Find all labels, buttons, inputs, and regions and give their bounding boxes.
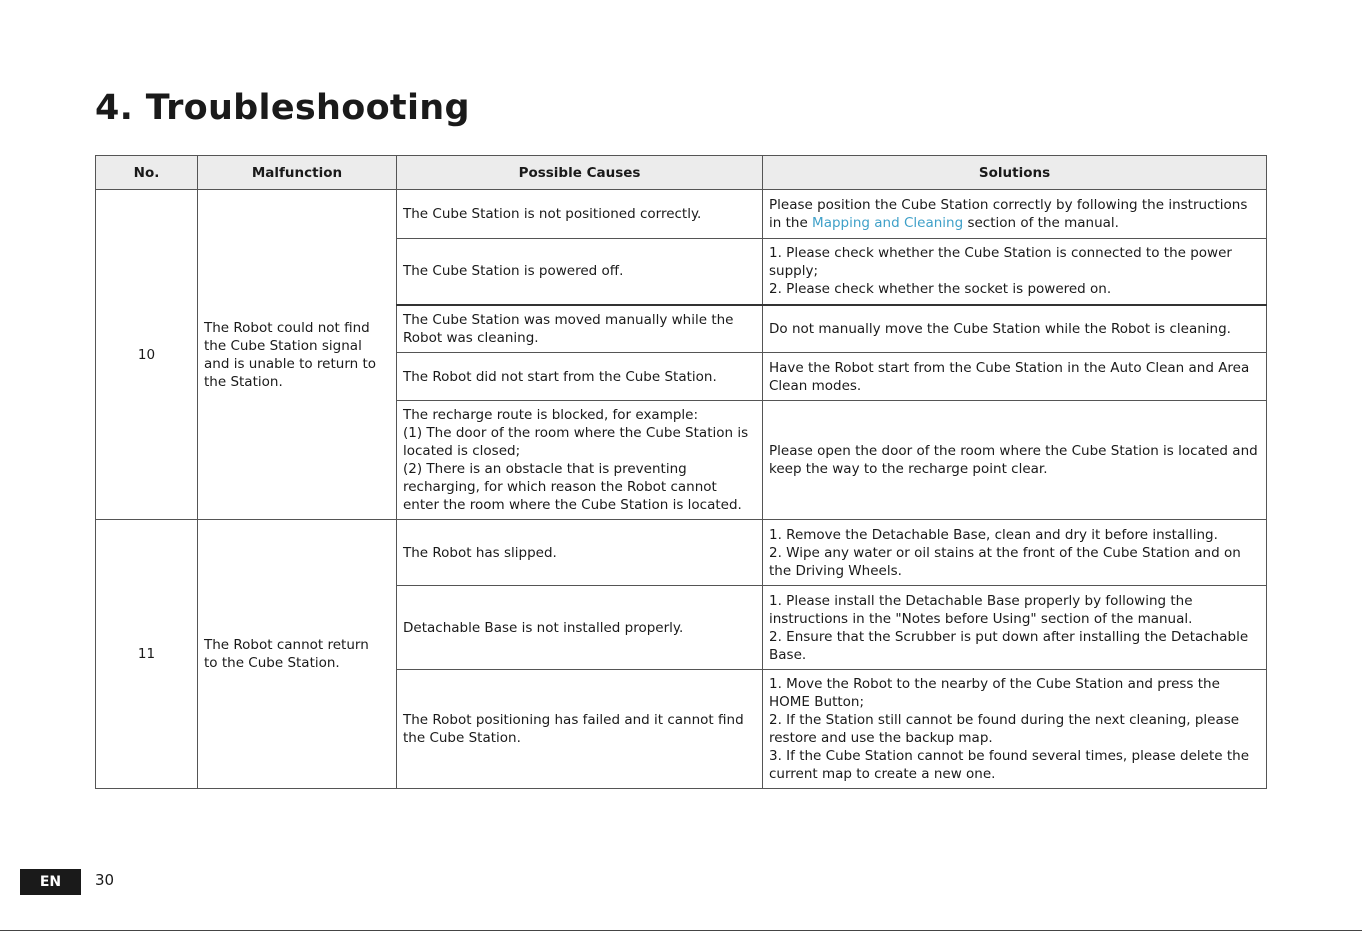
header-solutions: Solutions bbox=[763, 156, 1267, 190]
table-row bbox=[96, 520, 1267, 586]
solution-cell: Please open the door of the room where the Cube Station is located and keep the way to the recharge point clear. bbox=[763, 401, 1267, 520]
cause-cell: The Robot did not start from the Cube Station. bbox=[397, 353, 763, 401]
row-number: 11 bbox=[96, 520, 198, 789]
solution-cell: 1. Please check whether the Cube Station is connected to the power supply; 2. Please check whether the socket is powered on. bbox=[763, 239, 1267, 305]
cause-cell: The Cube Station is not positioned correctly. bbox=[397, 190, 763, 239]
solution-cell: Do not manually move the Cube Station while the Robot is cleaning. bbox=[763, 305, 1267, 353]
language-badge: EN bbox=[20, 869, 81, 895]
malfunction-line: The Robot cannot return bbox=[204, 637, 369, 653]
solution-cell: Please position the Cube Station correctly by following the instructions in the Mapping and Cleaning section of the manual. bbox=[763, 190, 1267, 239]
header-malfunction: Malfunction bbox=[198, 156, 397, 190]
malfunction-line: the Cube Station signal bbox=[204, 337, 362, 354]
cause-cell: The Cube Station was moved manually while the Robot was cleaning. bbox=[397, 305, 763, 353]
solution-cell: 1. Remove the Detachable Base, clean and dry it before installing. 2. Wipe any water or oil stains at the front of the Cube Station and on the Driving Wheels. bbox=[763, 520, 1267, 586]
header-no: No. bbox=[96, 156, 198, 190]
page-number: 30 bbox=[95, 871, 115, 889]
table-header-row bbox=[96, 156, 1267, 190]
malfunction-line: to the Cube Station. bbox=[204, 655, 340, 671]
malfunction-line: the Station. bbox=[204, 373, 283, 390]
cause-cell: The recharge route is blocked, for example: (1) The door of the room where the Cube Station is located is closed; (2) There is an obstacle that is preventing recharging, for which reason the Robot cannot enter the room where the Cube Station is located. bbox=[397, 401, 763, 520]
mapping-and-cleaning-link[interactable]: Mapping and Cleaning bbox=[812, 215, 964, 231]
troubleshooting-table bbox=[95, 155, 1267, 789]
cause-cell: Detachable Base is not installed properly. bbox=[397, 586, 763, 670]
cause-cell: The Cube Station is powered off. bbox=[397, 239, 763, 305]
row-number: 10 bbox=[96, 190, 198, 520]
cause-cell: The Robot positioning has failed and it cannot find the Cube Station. bbox=[397, 670, 763, 789]
malfunction-line: The Robot could not find bbox=[204, 319, 370, 336]
solution-cell: 1. Please install the Detachable Base properly by following the instructions in the "Notes before Using" section of the manual. 2. Ensure that the Scrubber is put down after installing the Detachable Base. bbox=[763, 586, 1267, 670]
bottom-divider bbox=[0, 930, 1362, 931]
malfunction-cell bbox=[198, 520, 397, 789]
cause-cell: The Robot has slipped. bbox=[397, 520, 763, 586]
header-causes: Possible Causes bbox=[397, 156, 763, 190]
page-title: 4. Troubleshooting bbox=[95, 88, 470, 128]
solution-cell: Have the Robot start from the Cube Station in the Auto Clean and Area Clean modes. bbox=[763, 353, 1267, 401]
malfunction-line: and is unable to return to bbox=[204, 355, 377, 372]
table-row bbox=[96, 190, 1267, 239]
solution-cell: 1. Move the Robot to the nearby of the Cube Station and press the HOME Button; 2. If the Station still cannot be found during the next cleaning, please restore and use the backup map. 3. If the Cube Station cannot be found several times, please delete the current map to create a new one. bbox=[763, 670, 1267, 789]
malfunction-cell bbox=[198, 190, 397, 520]
